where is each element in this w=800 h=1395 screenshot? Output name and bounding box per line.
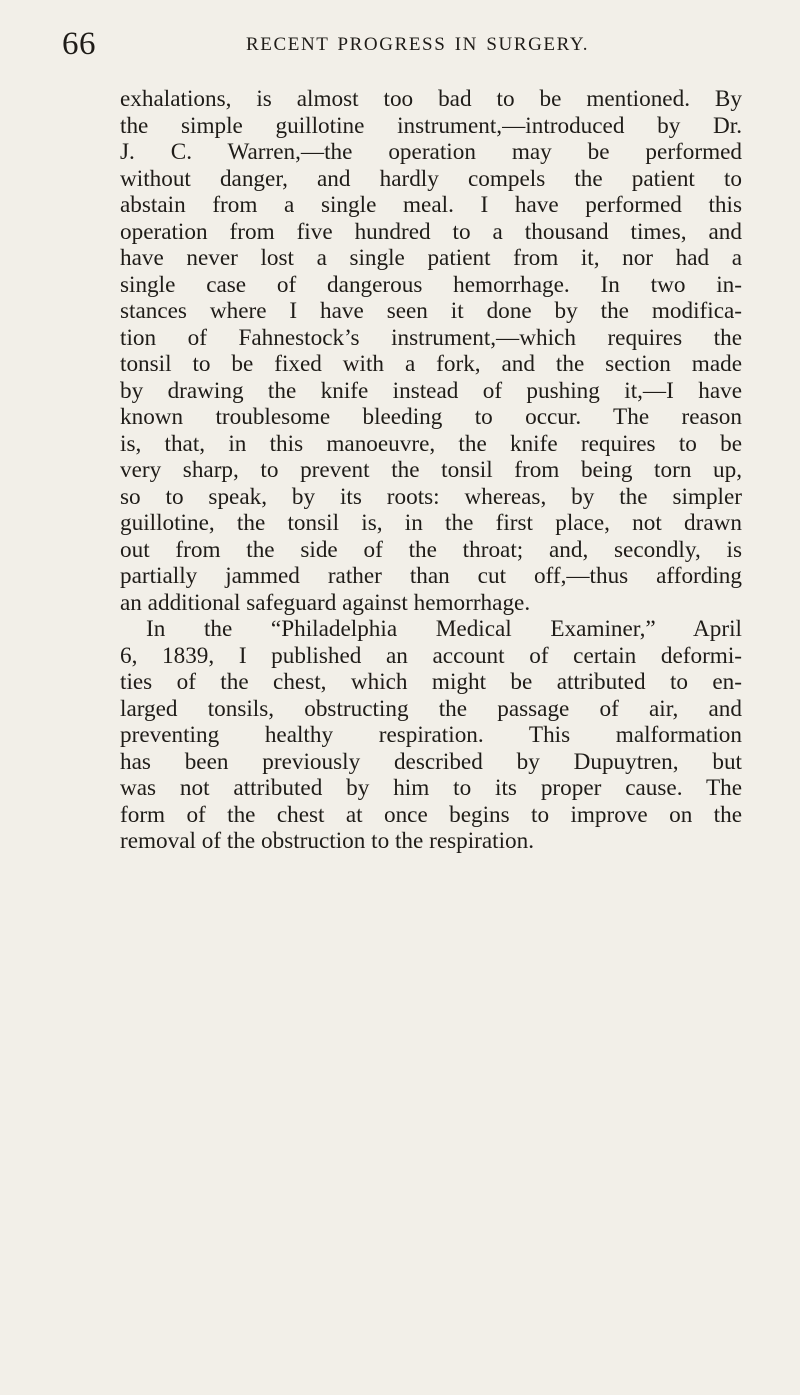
- text-line: tion of Fahnestock’s instrument,—which requires the: [120, 324, 742, 351]
- text-line: stances where I have seen it done by the modifica-: [120, 298, 742, 324]
- text-line: an additional safeguard against hemorrhage.: [120, 589, 531, 616]
- text-line: known troublesome bleeding to occur. The reason: [120, 404, 742, 430]
- text-line: single case of dangerous hemorrhage. In two in-: [120, 271, 742, 298]
- text-line: by drawing the knife instead of pushing it,—I have: [120, 377, 742, 404]
- text-line: operation from five hundred to a thousand times, and: [120, 218, 742, 245]
- text-line: guillotine, the tonsil is, in the first place, not drawn: [120, 510, 742, 536]
- text-line: tonsil to be fixed with a fork, and the section made: [120, 351, 742, 377]
- running-head: [0, 24, 800, 64]
- text-line: larged tonsils, obstructing the passage of air, and: [120, 695, 742, 722]
- text-line: In the “Philadelphia Medical Examiner,” April: [146, 616, 742, 642]
- text-line: so to speak, by its roots: whereas, by the simpler: [120, 483, 742, 510]
- text-line: removal of the obstruction to the respiration.: [120, 828, 535, 854]
- text-line: 6, 1839, I published an account of certain deformi-: [120, 642, 742, 669]
- text-line: partially jammed rather than cut off,—thus affording: [120, 563, 742, 589]
- text-line: form of the chest at once begins to improve on the: [120, 801, 742, 828]
- text-line: ties of the chest, which might be attributed to en-: [120, 669, 742, 695]
- text-line: have never lost a single patient from it, nor had a: [120, 245, 742, 271]
- text-line: is, that, in this manoeuvre, the knife requires to be: [120, 430, 742, 457]
- text-line: the simple guillotine instrument,—introduced by Dr.: [120, 112, 742, 139]
- text-line: very sharp, to prevent the tonsil from being torn up,: [120, 457, 742, 483]
- running-title: RECENT PROGRESS IN SURGERY.: [246, 34, 590, 55]
- text-line: has been previously described by Dupuytren, but: [120, 748, 742, 775]
- body-text: [120, 86, 742, 855]
- text-line: J. C. Warren,—the operation may be performed: [120, 139, 742, 165]
- text-line: out from the side of the throat; and, secondly, is: [120, 536, 742, 563]
- page-number: 66: [62, 26, 96, 62]
- text-line: abstain from a single meal. I have performed this: [120, 192, 742, 218]
- text-line: was not attributed by him to its proper cause. The: [120, 775, 742, 801]
- text-line: exhalations, is almost too bad to be mentioned. By: [120, 86, 742, 112]
- text-line: without danger, and hardly compels the patient to: [120, 165, 742, 192]
- text-line: preventing healthy respiration. This malformation: [120, 722, 742, 748]
